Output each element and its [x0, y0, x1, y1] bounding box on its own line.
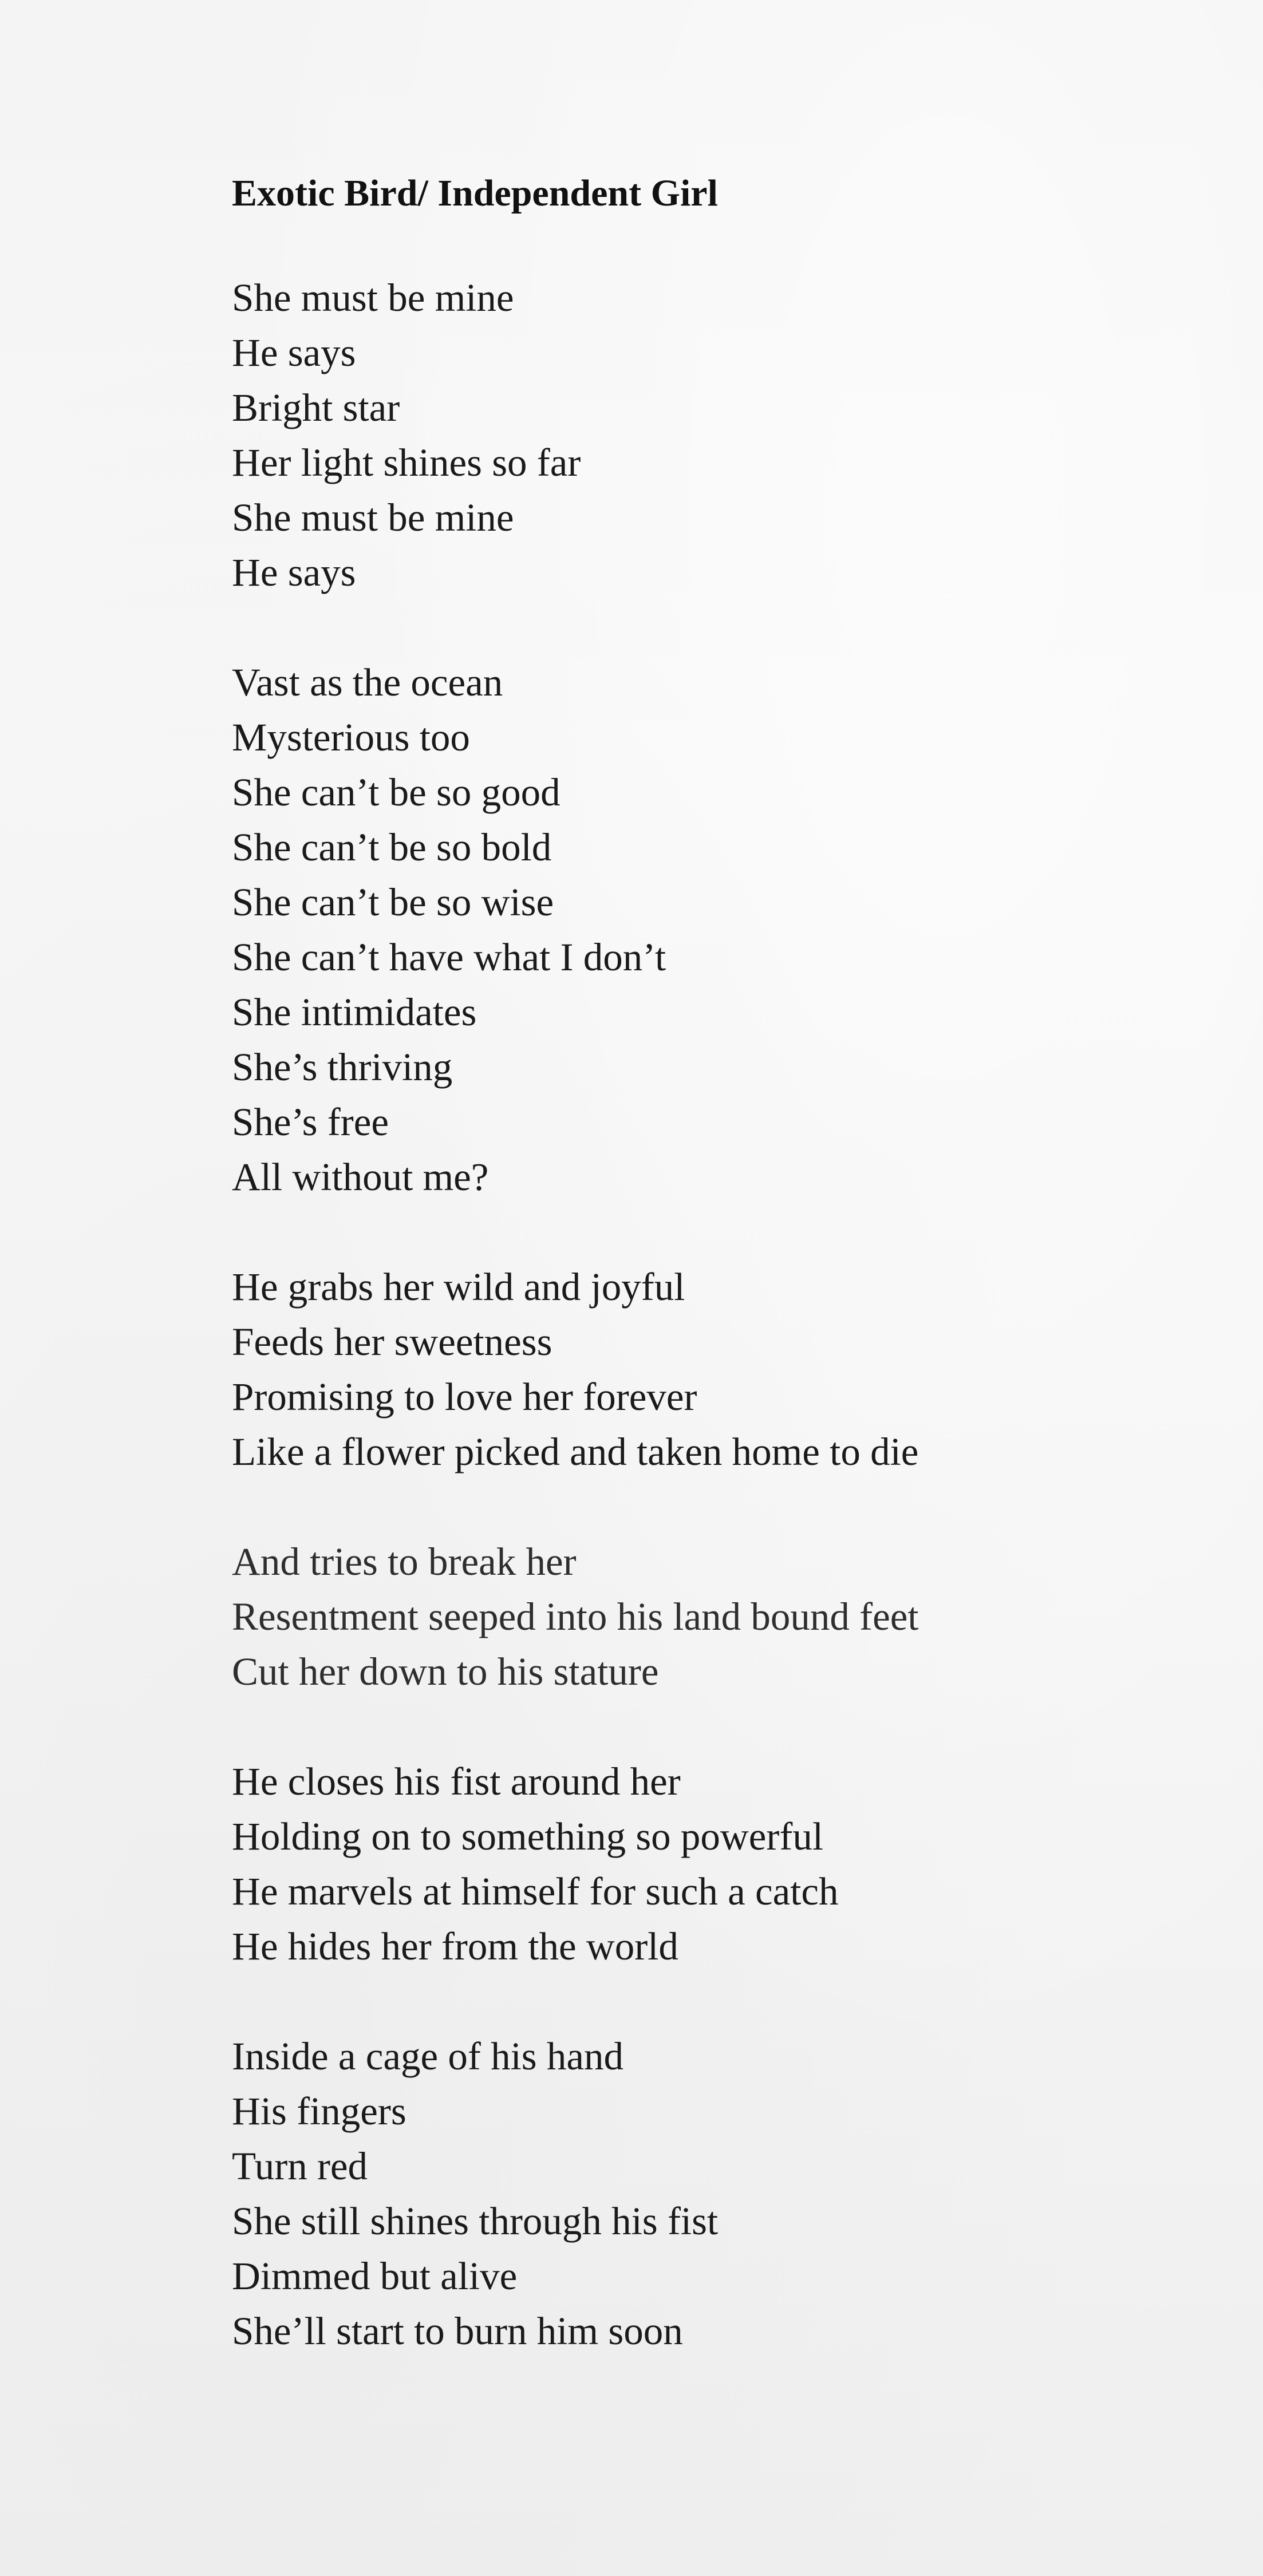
poem-title: Exotic Bird/ Independent Girl — [232, 172, 718, 214]
poem-line: Bright star — [232, 386, 400, 429]
stanza-6 — [232, 2029, 1091, 2358]
poem-line: Mysterious too — [232, 716, 470, 759]
poem-line: Inside a cage of his hand — [232, 2034, 624, 2078]
poem-line: She’s free — [232, 1100, 389, 1144]
stanza-1 — [232, 270, 1091, 600]
stanza-4 — [232, 1534, 1091, 1699]
poem-line: She still shines through his fist — [232, 2199, 719, 2243]
poem-line: She’ll start to burn him soon — [232, 2309, 683, 2353]
stanza-3 — [232, 1259, 1091, 1479]
poem-line: He says — [232, 551, 356, 594]
poem-line: His fingers — [232, 2089, 406, 2133]
poem-line: Holding on to something so powerful — [232, 1815, 824, 1858]
poem-line: He marvels at himself for such a catch — [232, 1870, 839, 1913]
poem-line: All without me? — [232, 1155, 489, 1199]
poem-line: He grabs her wild and joyful — [232, 1265, 685, 1309]
poem-line: Her light shines so far — [232, 441, 581, 484]
poem-line: He hides her from the world — [232, 1925, 678, 1968]
poem-line: Dimmed but alive — [232, 2254, 518, 2298]
poem-line: And tries to break her — [232, 1540, 577, 1583]
poem — [232, 166, 1091, 2413]
stanza-5 — [232, 1754, 1091, 1974]
poem-line: She’s thriving — [232, 1045, 453, 1089]
poem-line: Cut her down to his stature — [232, 1650, 659, 1693]
poem-line: She can’t be so wise — [232, 880, 554, 924]
poem-line: He says — [232, 331, 356, 374]
poem-line: Vast as the ocean — [232, 661, 503, 704]
poem-line: She must be mine — [232, 496, 514, 539]
poem-line: He closes his fist around her — [232, 1760, 681, 1803]
poem-line: Turn red — [232, 2144, 368, 2188]
poem-line: Like a flower picked and taken home to die — [232, 1430, 919, 1473]
poem-line: She intimidates — [232, 990, 477, 1034]
poem-line: She can’t have what I don’t — [232, 935, 666, 979]
poem-line: Feeds her sweetness — [232, 1320, 552, 1364]
stanza-2 — [232, 655, 1091, 1204]
poem-line: She can’t be so good — [232, 771, 561, 814]
poem-line: Promising to love her forever — [232, 1375, 697, 1419]
poem-line: She can’t be so bold — [232, 825, 552, 869]
poem-line: Resentment seeped into his land bound feet — [232, 1595, 919, 1638]
poem-line: She must be mine — [232, 276, 514, 319]
